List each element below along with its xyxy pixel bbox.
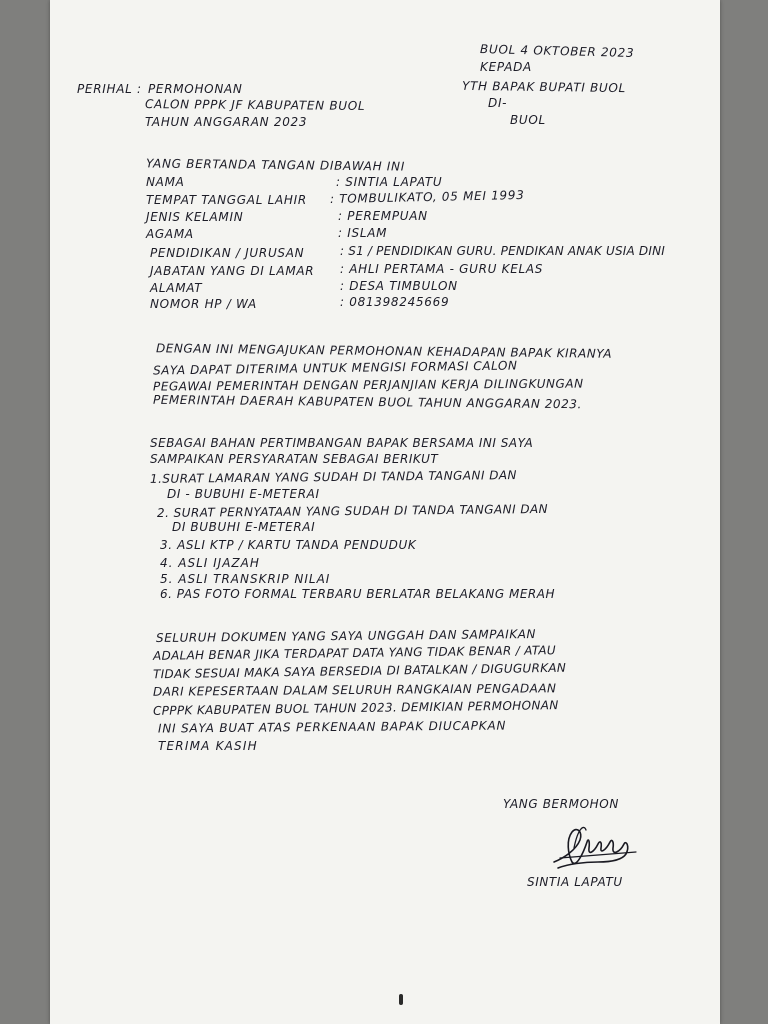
field-label: AGAMA <box>146 227 194 241</box>
paragraph-line: CPPPK KABUPATEN BUOL TAHUN 2023. DEMIKIAN PERMOHONAN <box>152 698 559 718</box>
requirement-item: DI - BUBUHI E-METERAI <box>167 487 320 501</box>
field-label: NOMOR HP / WA <box>150 297 257 311</box>
perihal-label: PERIHAL : <box>77 82 142 96</box>
intro-line: YANG BERTANDA TANGAN DIBAWAH INI <box>145 156 406 174</box>
requirement-item: DI BUBUHI E-METERAI <box>172 520 316 534</box>
perihal-line-1: PERMOHONAN <box>148 82 243 96</box>
place-date: BUOL 4 OKTOBER 2023 <box>479 41 635 61</box>
closing-text: YANG BERMOHON <box>503 797 619 811</box>
field-label: JABATAN YANG DI LAMAR <box>150 264 315 278</box>
requirement-item: 2. SURAT PERNYATAAN YANG SUDAH DI TANDA TANGANI DAN <box>156 501 549 521</box>
requirement-item: 3. ASLI KTP / KARTU TANDA PENDUDUK <box>160 538 417 552</box>
recipient-city: BUOL <box>510 113 546 127</box>
field-label: ALAMAT <box>150 281 203 295</box>
requirement-item: 6. PAS FOTO FORMAL TERBARU BERLATAR BELAKANG MERAH <box>160 587 556 601</box>
paragraph-line: DARI KEPESERTAAN DALAM SELURUH RANGKAIAN PENGADAAN <box>152 681 557 699</box>
recipient-line: YTH BAPAK BUPATI BUOL <box>461 78 627 96</box>
field-value: : DESA TIMBULON <box>340 279 458 293</box>
field-value: : TOMBULIKATO, 05 MEI 1993 <box>329 187 525 207</box>
recipient-di: DI- <box>488 96 508 110</box>
paragraph-line: INI SAYA BUAT ATAS PERKENAAN BAPAK DIUCAPKAN <box>157 718 507 736</box>
field-label: PENDIDIKAN / JURUSAN <box>150 246 305 260</box>
paragraph-line: PEGAWAI PEMERINTAH DENGAN PERJANJIAN KERJA DILINGKUNGAN <box>152 376 584 394</box>
requirement-item: 4. ASLI IJAZAH <box>160 556 260 570</box>
paragraph-line: DENGAN INI MENGAJUKAN PERMOHONAN KEHADAPAN BAPAK KIRANYA <box>155 341 613 361</box>
paragraph-line: SELURUH DOKUMEN YANG SAYA UNGGAH DAN SAMPAIKAN <box>155 627 537 645</box>
paragraph-line: ADALAH BENAR JIKA TERDAPAT DATA YANG TIDAK BENAR / ATAU <box>152 643 557 663</box>
signer-name: SINTIA LAPATU <box>527 875 623 889</box>
ink-mark <box>399 994 403 1005</box>
perihal-line-2: CALON PPPK JF KABUPATEN BUOL <box>144 97 366 113</box>
field-value: : SINTIA LAPATU <box>336 175 443 189</box>
field-value: : S1 / PENDIDIKAN GURU. PENDIKAN ANAK USIA DINI <box>340 244 666 258</box>
field-value: : AHLI PERTAMA - GURU KELAS <box>340 262 544 276</box>
requirement-item: 5. ASLI TRANSKRIP NILAI <box>160 572 331 586</box>
kepada-label: KEPADA <box>480 60 532 74</box>
field-label: NAMA <box>146 175 185 189</box>
requirement-item: 1.SURAT LAMARAN YANG SUDAH DI TANDA TANGANI DAN <box>149 468 518 486</box>
paragraph-line: TIDAK SESUAI MAKA SAYA BERSEDIA DI BATALKAN / DIGUGURKAN <box>152 660 567 682</box>
paragraph-line: SAMPAIKAN PERSYARATAN SEBAGAI BERIKUT <box>150 452 439 466</box>
field-value: : 081398245669 <box>340 295 450 309</box>
field-label: TEMPAT TANGGAL LAHIR <box>146 193 307 207</box>
paragraph-line: SAYA DAPAT DITERIMA UNTUK MENGISI FORMASI CALON <box>152 358 518 378</box>
perihal-line-3: TAHUN ANGGARAN 2023 <box>145 115 308 129</box>
paragraph-line: SEBAGAI BAHAN PERTIMBANGAN BAPAK BERSAMA INI SAYA <box>150 436 534 450</box>
field-value: : ISLAM <box>338 226 388 240</box>
signature-mark <box>550 818 645 876</box>
paragraph-line: TERIMA KASIH <box>158 739 258 753</box>
field-label: JENIS KELAMIN <box>146 210 244 224</box>
field-value: : PEREMPUAN <box>338 209 428 223</box>
paragraph-line: PEMERINTAH DAERAH KABUPATEN BUOL TAHUN ANGGARAN 2023. <box>152 392 582 412</box>
